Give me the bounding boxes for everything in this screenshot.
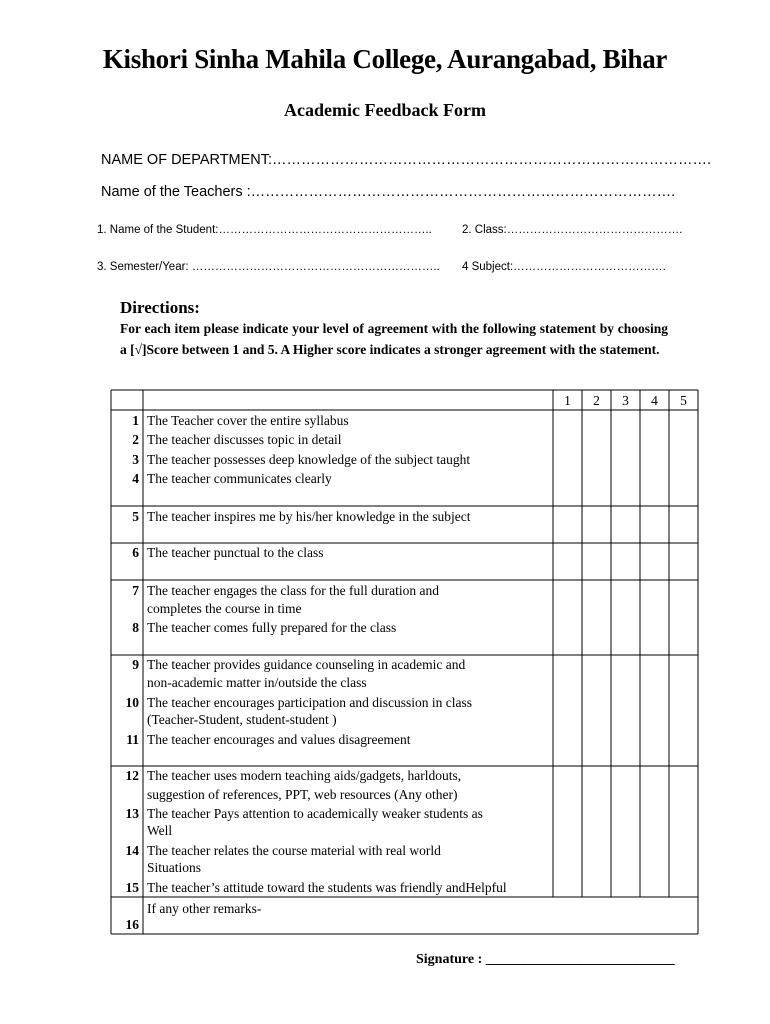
item-number-3: 3 bbox=[132, 452, 139, 467]
college-name: Kishori Sinha Mahila College, Aurangabad, Bihar bbox=[102, 44, 668, 74]
score-header-4: 4 bbox=[651, 393, 658, 408]
item-statement-12: suggestion of references, PPT, web resources (Any other) bbox=[147, 787, 458, 802]
item-number-5: 5 bbox=[132, 509, 139, 524]
directions-text: For each item please indicate your level of agreement with the following statement by choosing a [√]Score between 1 and 5. A Higher score indicates a stronger agreement with the statement. bbox=[120, 321, 668, 357]
score-header-1: 1 bbox=[564, 393, 571, 408]
item-number-2: 2 bbox=[132, 432, 139, 447]
score-header-2: 2 bbox=[593, 393, 600, 408]
item-statement-6: The teacher punctual to the class bbox=[147, 545, 324, 560]
score-header-3: 3 bbox=[622, 393, 629, 408]
item-number-14: 14 bbox=[125, 843, 139, 858]
item-statement-11: The teacher encourages and values disagreement bbox=[147, 732, 411, 747]
item-number-16: 16 bbox=[125, 917, 139, 932]
item-statement-3: The teacher possesses deep knowledge of the subject taught bbox=[147, 452, 471, 467]
item-statement-7: completes the course in time bbox=[147, 601, 302, 616]
item-number-12: 12 bbox=[125, 768, 139, 783]
item-number-7: 7 bbox=[132, 583, 139, 598]
item-statement-14: Situations bbox=[147, 860, 202, 875]
item-number-6: 6 bbox=[132, 545, 139, 560]
class-field[interactable]: 2. Class:………………………………………. bbox=[462, 224, 683, 236]
teachers-field[interactable]: Name of the Teachers :……………………………………………………………………………. bbox=[101, 184, 676, 200]
item-number-11: 11 bbox=[126, 732, 139, 747]
item-statement-9: non-academic matter in/outside the class bbox=[147, 675, 367, 690]
item-number-8: 8 bbox=[132, 620, 139, 635]
item-number-9: 9 bbox=[132, 657, 139, 672]
form-title: Academic Feedback Form bbox=[284, 100, 486, 120]
item-statement-10: (Teacher-Student, student-student ) bbox=[147, 712, 337, 727]
item-statement-13: The teacher Pays attention to academically weaker students as bbox=[147, 806, 483, 821]
item-statement-13: Well bbox=[147, 823, 173, 838]
item-statement-10: The teacher encourages participation and discussion in class bbox=[147, 695, 473, 710]
department-field[interactable]: NAME OF DEPARTMENT:………………………………………………………………………………. bbox=[101, 152, 712, 168]
directions-heading: Directions: bbox=[120, 298, 200, 317]
item-number-15: 15 bbox=[125, 880, 139, 895]
subject-field[interactable]: 4 Subject:…………………………………. bbox=[462, 261, 666, 273]
item-number-1: 1 bbox=[132, 413, 139, 428]
item-statement-14: The teacher relates the course material with real world bbox=[147, 843, 441, 858]
item-statement-16: If any other remarks- bbox=[147, 901, 262, 916]
item-statement-7: The teacher engages the class for the full duration and bbox=[147, 583, 440, 598]
item-statement-1: The Teacher cover the entire syllabus bbox=[147, 413, 349, 428]
item-statement-15: The teacher’s attitude toward the students was friendly andHelpful bbox=[147, 880, 507, 895]
item-statement-4: The teacher communicates clearly bbox=[147, 471, 332, 486]
student-name-field[interactable]: 1. Name of the Student:……………………………………………….. bbox=[97, 224, 432, 236]
item-statement-8: The teacher comes fully prepared for the class bbox=[147, 620, 397, 635]
signature-line[interactable]: Signature : ___________________________ bbox=[416, 952, 675, 967]
item-statement-12: The teacher uses modern teaching aids/gadgets, harldouts, bbox=[147, 768, 462, 783]
item-number-13: 13 bbox=[125, 806, 139, 821]
item-number-4: 4 bbox=[132, 471, 139, 486]
score-header-5: 5 bbox=[680, 393, 687, 408]
item-statement-5: The teacher inspires me by his/her knowledge in the subject bbox=[147, 509, 471, 524]
item-number-10: 10 bbox=[125, 695, 139, 710]
semester-field[interactable]: 3. Semester/Year: ……………………………………………………….. bbox=[97, 261, 440, 273]
item-statement-2: The teacher discusses topic in detail bbox=[147, 432, 342, 447]
item-statement-9: The teacher provides guidance counseling in academic and bbox=[147, 657, 466, 672]
